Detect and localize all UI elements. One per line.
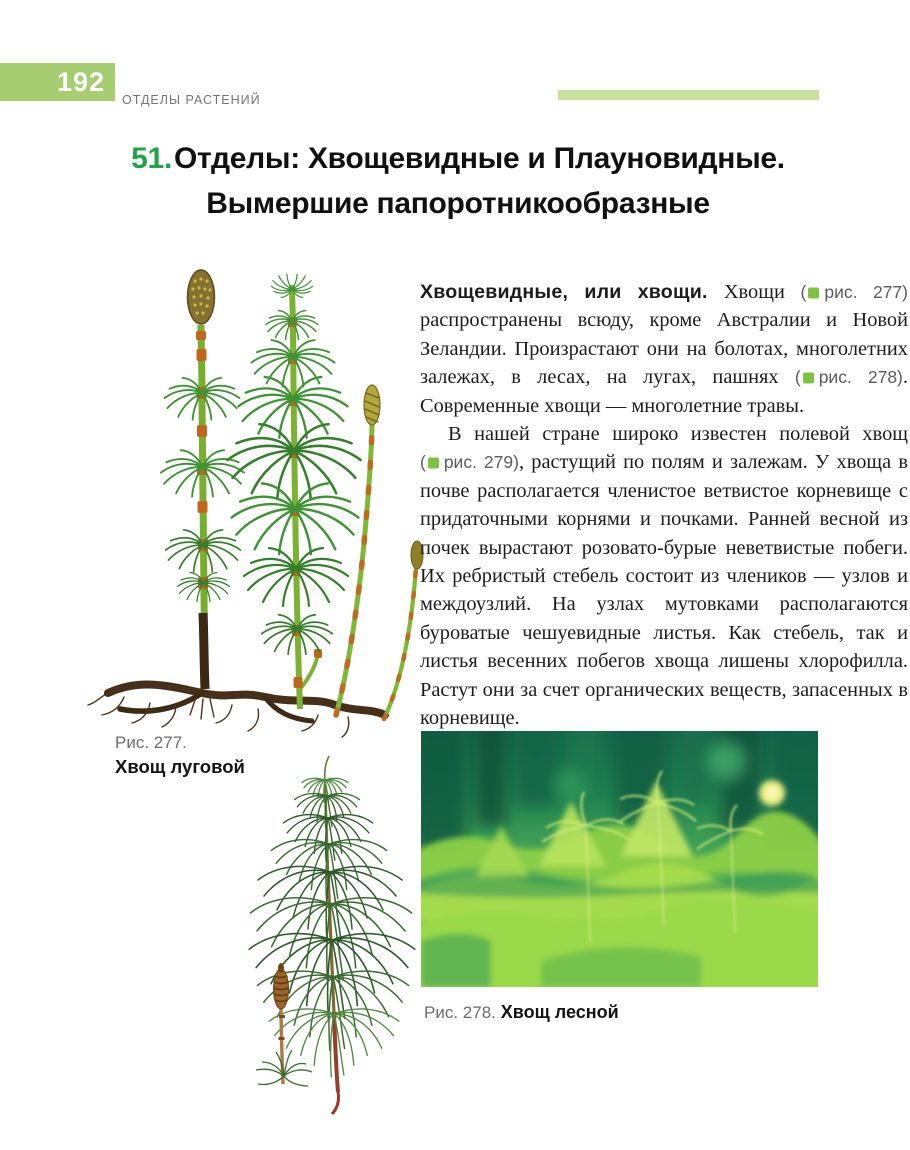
figure-ref-text: рис. 277)	[824, 282, 908, 302]
fig277-horsetail-drawing	[90, 253, 410, 731]
fig278-title: Хвощ лесной	[500, 1002, 619, 1022]
figure-reference: ( рис. 279)	[420, 452, 519, 473]
figure-ref-square-icon	[808, 288, 819, 299]
header-accent-bar	[558, 90, 819, 100]
page-number: 192	[56, 66, 105, 97]
section-title-text1: Отделы: Хвощевидные и Плауновидные.	[173, 142, 785, 175]
fig278-photo	[421, 731, 818, 987]
section-title	[108, 136, 808, 226]
fertile-stem	[161, 270, 244, 689]
paragraph-text: распространены всюду, кроме Австралии и Новой Зеландии. Произрастают они на болотах, многолетних залежах, в лесах, на лугах, пашнях	[420, 309, 908, 389]
figure-ref-square-icon	[428, 458, 439, 469]
young-shoots	[336, 385, 423, 719]
section-number: 51.	[131, 142, 172, 175]
fig277-title: Хвощ луговой	[115, 756, 245, 777]
body-paragraph	[420, 278, 908, 420]
paragraph-lead-bold: Хвощевидные, или хвощи.	[420, 281, 724, 303]
vegetative-stem	[227, 274, 360, 709]
fig278-horsetail-drawing	[240, 752, 425, 1097]
figure-ref-text: рис. 279)	[443, 452, 519, 473]
section-title-line1	[108, 136, 808, 181]
fig277-caption	[115, 731, 245, 779]
figure-ref-text: рис. 278)	[818, 367, 903, 388]
paragraph-text: . Современные хвощи — многолетние травы.	[420, 366, 908, 417]
fig278-caption	[424, 1000, 619, 1025]
paragraph-text: , растущий по полям и залежам. У хвоща в почве располагается членистое ветвистое корневище с придаточными корнями и почками. Ранней весной из почек вырастают розовато-бурые неветвистые побеги. Их ребристый стебель состоит из члеников — узлов и междоузлий. На узлах мутовками располагаются буроватые чешуевидные листья. Как стебель, так и листья весенних побегов хвоща лишены хлорофилла. Растут они за счет органических веществ, запасенных в корневище.	[420, 451, 908, 730]
strobilus-cone	[188, 270, 215, 324]
paragraph-text: Хвощи	[723, 281, 801, 303]
fig277-label: Рис. 277.	[115, 733, 187, 752]
figure-reference: ( рис. 277)	[800, 282, 908, 302]
paragraph-text: В нашей стране широко известен полевой хвощ	[448, 423, 908, 446]
section-title-line2: Вымершие папоротникообразные	[206, 187, 710, 220]
fig278-label: Рис. 278.	[424, 1003, 496, 1022]
page-number-box	[0, 63, 115, 101]
main-drooping-plant	[249, 756, 415, 1114]
figure-ref-square-icon	[803, 373, 814, 384]
article-text	[420, 278, 908, 733]
body-paragraph	[420, 420, 908, 732]
running-head: ОТДЕЛЫ РАСТЕНИЙ	[122, 93, 261, 107]
forest-horsetail-photo-art	[421, 731, 818, 987]
figure-reference: ( рис. 278)	[794, 367, 903, 388]
